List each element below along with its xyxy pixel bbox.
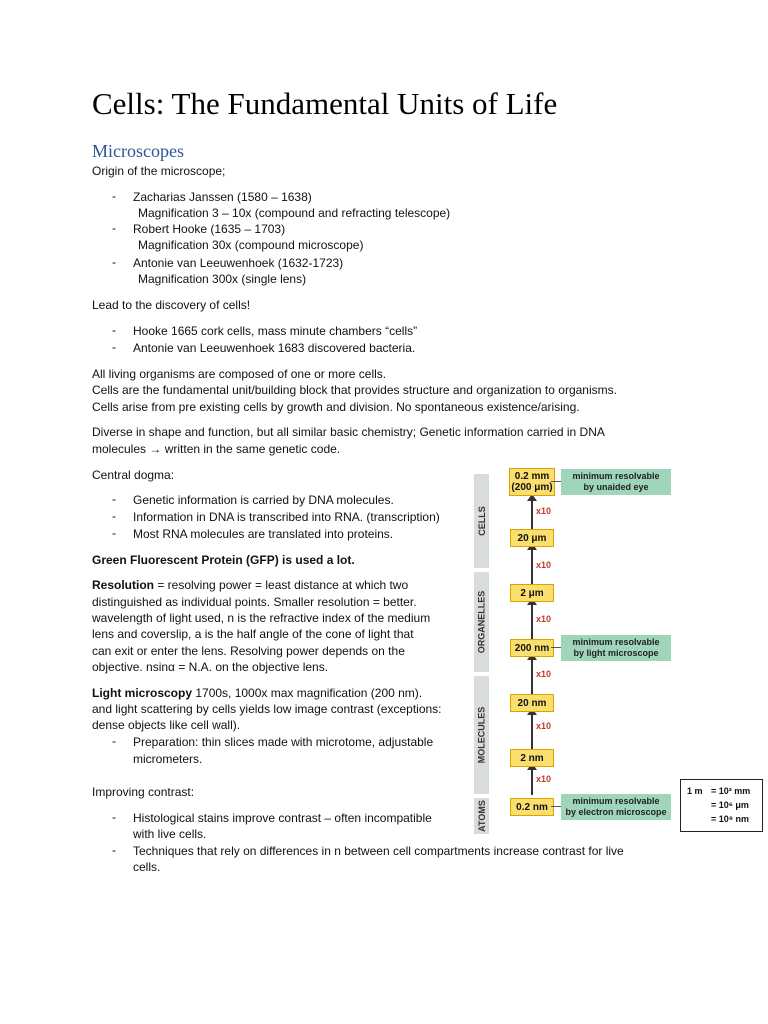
unit-nm: = 10⁹ nm <box>711 814 750 824</box>
unit-label: 1 m <box>687 786 703 796</box>
dogma-item: Most RNA molecules are translated into proteins. <box>133 527 394 541</box>
light-line <box>92 685 422 701</box>
contrast-item: cells. <box>133 860 161 874</box>
bullet-dash: - <box>112 526 116 540</box>
resolution-line: lens and coverslip, a is the half angle of the cone of light that <box>92 627 414 641</box>
bullet-dash: - <box>112 810 116 824</box>
gfp-line: Green Fluorescent Protein (GFP) is used a lot. <box>92 553 355 567</box>
resolution-line: can exit or enter the lens. Resolving power depends on the <box>92 644 405 658</box>
bullet-dash: - <box>112 340 116 354</box>
resolution-line: wavelength of light used, n is the refractive index of the medium <box>92 611 431 625</box>
scale-box: 2 μm <box>510 584 554 602</box>
light-text: 1700s, 1000x max magnification (200 nm). <box>192 686 423 700</box>
bullet-dash: - <box>112 492 116 506</box>
bullet-dash: - <box>112 323 116 337</box>
origin-detail: Magnification 30x (compound microscope) <box>138 238 364 252</box>
resolution-text: = resolving power = least distance at which two <box>154 578 409 592</box>
note-box: minimum resolvable by light microscope <box>561 635 671 661</box>
step-label: x10 <box>536 721 552 731</box>
origin-name: Antonie van Leeuwenhoek (1632-1723) <box>133 256 344 270</box>
contrast-item: with live cells. <box>133 827 207 841</box>
category-label: ORGANELLES <box>476 590 487 654</box>
category-label: CELLS <box>476 506 487 536</box>
light-line: dense objects like cell wall). <box>92 718 241 732</box>
step-label: x10 <box>536 560 552 570</box>
theory-line: Cells arise from pre existing cells by growth and division. No spontaneous existence/arising. <box>92 400 580 414</box>
contrast-intro: Improving contrast: <box>92 785 195 799</box>
resolution-line: objective. nsinα = N.A. on the objective lens. <box>92 660 329 674</box>
step-label: x10 <box>536 614 552 624</box>
resolution-label: Resolution <box>92 578 154 592</box>
scale-box: 20 μm <box>510 529 554 547</box>
unit-um: = 10⁶ μm <box>711 800 749 810</box>
resolution-line <box>92 577 408 593</box>
section-heading: Microscopes <box>92 141 184 161</box>
theory-line: Cells are the fundamental unit/building block that provides structure and organization to organisms. <box>92 383 617 397</box>
dogma-intro: Central dogma: <box>92 468 175 482</box>
scale-box: 0.2 mm (200 μm) <box>509 468 555 496</box>
bullet-dash: - <box>112 734 116 748</box>
theory-line: All living organisms are composed of one or more cells. <box>92 367 387 381</box>
dogma-item: Genetic information is carried by DNA molecules. <box>133 493 394 507</box>
light-prep: Preparation: thin slices made with microtome, adjustable <box>133 735 434 749</box>
origin-name: Robert Hooke (1635 – 1703) <box>133 222 286 236</box>
step-label: x10 <box>536 774 552 784</box>
unit-mm: = 10³ mm <box>711 786 751 796</box>
light-line: and light scattering by cells yields low image contrast (exceptions: <box>92 702 442 716</box>
bullet-dash: - <box>112 843 116 857</box>
unit-conversion-box <box>680 779 763 832</box>
resolution-line: distinguished as individual points. Smaller resolution = better. <box>92 595 417 609</box>
connector-line <box>551 806 561 807</box>
diverse-line: Diverse in shape and function, but all similar basic chemistry; Genetic information carried in DNA <box>92 425 605 439</box>
connector-line <box>551 647 561 648</box>
origin-detail: Magnification 300x (single lens) <box>138 272 307 286</box>
dogma-item: Information in DNA is transcribed into RNA. (transcription) <box>133 510 440 524</box>
step-label: x10 <box>536 669 552 679</box>
discovery-intro: Lead to the discovery of cells! <box>92 298 251 312</box>
light-label: Light microscopy <box>92 686 193 700</box>
contrast-item: Histological stains improve contrast – often incompatible <box>133 811 432 825</box>
contrast-item: Techniques that rely on differences in n between cell compartments increase contrast for live <box>133 844 624 858</box>
discovery-item: Hooke 1665 cork cells, mass minute chambers “cells” <box>133 324 418 338</box>
scale-box: 0.2 nm <box>510 798 554 816</box>
bullet-dash: - <box>112 255 116 269</box>
note-box: minimum resolvable by electron microscope <box>561 794 671 820</box>
category-label: MOLECULES <box>476 706 487 764</box>
connector-line <box>551 481 561 482</box>
origin-detail: Magnification 3 – 10x (compound and refracting telescope) <box>138 206 451 220</box>
scale-box: 200 nm <box>510 639 554 657</box>
category-label: ATOMS <box>476 800 487 832</box>
discovery-item: Antonie van Leeuwenhoek 1683 discovered bacteria. <box>133 341 416 355</box>
note-box: minimum resolvable by unaided eye <box>561 469 671 495</box>
bullet-dash: - <box>112 509 116 523</box>
bullet-dash: - <box>112 221 116 235</box>
page-title: Cells: The Fundamental Units of Life <box>92 86 558 121</box>
step-label: x10 <box>536 506 552 516</box>
light-prep: micrometers. <box>133 752 203 766</box>
scale-box: 2 nm <box>510 749 554 767</box>
scale-box: 20 nm <box>510 694 554 712</box>
bullet-dash: - <box>112 189 116 203</box>
origin-name: Zacharias Janssen (1580 – 1638) <box>133 190 312 204</box>
origin-intro: Origin of the microscope; <box>92 164 226 178</box>
diverse-line: molecules → written in the same genetic code. <box>92 442 341 456</box>
